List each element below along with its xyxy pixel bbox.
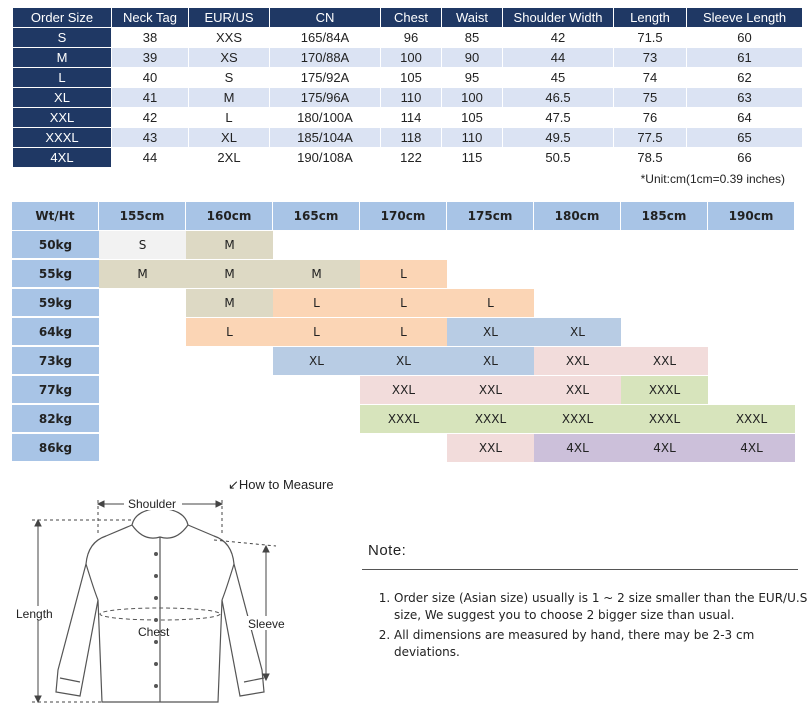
grid-size-cell bbox=[621, 318, 708, 346]
grid-size-cell: XXL bbox=[447, 434, 534, 462]
grid-weight-label: 77kg bbox=[12, 376, 99, 404]
note-item: 2. All dimensions are measured by hand, there may be 2-3 cm deviations. bbox=[394, 627, 809, 660]
size-cell: 105 bbox=[381, 68, 442, 88]
grid-weight-row bbox=[12, 289, 795, 318]
grid-size-cell: XXXL bbox=[621, 405, 708, 433]
grid-size-cell bbox=[534, 231, 621, 259]
size-cell: 115 bbox=[442, 148, 503, 168]
size-cell: 114 bbox=[381, 108, 442, 128]
size-cell: 110 bbox=[442, 128, 503, 148]
grid-height-header: 165cm bbox=[273, 202, 360, 230]
grid-weight-label: 73kg bbox=[12, 347, 99, 375]
header-cn: CN bbox=[270, 8, 381, 28]
size-cell: 42 bbox=[503, 28, 614, 48]
grid-weight-label: 86kg bbox=[12, 434, 99, 462]
grid-size-cell bbox=[99, 318, 186, 346]
size-row-label: XXL bbox=[13, 108, 112, 128]
header-length: Length bbox=[614, 8, 687, 28]
size-cell: S bbox=[189, 68, 270, 88]
size-cell: 78.5 bbox=[614, 148, 687, 168]
grid-size-cell: L bbox=[360, 318, 447, 346]
grid-size-cell bbox=[447, 260, 534, 288]
grid-size-cell: XL bbox=[447, 318, 534, 346]
grid-height-header: 175cm bbox=[447, 202, 534, 230]
unit-note: *Unit:cm(1cm=0.39 inches) bbox=[640, 172, 785, 186]
grid-size-cell: XL bbox=[273, 347, 360, 375]
size-cell: 165/84A bbox=[270, 28, 381, 48]
size-cell: 180/100A bbox=[270, 108, 381, 128]
grid-size-cell bbox=[447, 231, 534, 259]
grid-weight-label: 59kg bbox=[12, 289, 99, 317]
grid-size-cell: 4XL bbox=[534, 434, 621, 462]
grid-height-header: 160cm bbox=[186, 202, 273, 230]
grid-size-cell: XXL bbox=[360, 376, 447, 404]
grid-size-cell: L bbox=[273, 289, 360, 317]
shoulder-label: Shoulder bbox=[127, 497, 177, 511]
shirt-collar bbox=[132, 508, 188, 702]
grid-size-cell: L bbox=[186, 318, 273, 346]
grid-size-cell: M bbox=[186, 231, 273, 259]
grid-size-cell bbox=[273, 405, 360, 433]
grid-height-header: 190cm bbox=[708, 202, 795, 230]
grid-height-header: 180cm bbox=[534, 202, 621, 230]
size-row bbox=[13, 48, 803, 68]
size-cell: 122 bbox=[381, 148, 442, 168]
size-row bbox=[13, 148, 803, 168]
size-row bbox=[13, 108, 803, 128]
size-row bbox=[13, 28, 803, 48]
grid-weight-row bbox=[12, 318, 795, 347]
grid-size-cell bbox=[186, 376, 273, 404]
grid-weight-row bbox=[12, 260, 795, 289]
grid-height-header: 185cm bbox=[621, 202, 708, 230]
size-row bbox=[13, 68, 803, 88]
size-cell: 45 bbox=[503, 68, 614, 88]
grid-weight-row bbox=[12, 231, 795, 260]
size-row-label: XXXL bbox=[13, 128, 112, 148]
grid-size-cell bbox=[186, 434, 273, 462]
how-to-measure-title: ↙How to Measure bbox=[228, 477, 334, 492]
grid-size-cell bbox=[186, 347, 273, 375]
size-row-label: L bbox=[13, 68, 112, 88]
size-cell: 96 bbox=[381, 28, 442, 48]
grid-size-cell bbox=[99, 289, 186, 317]
grid-size-cell bbox=[273, 231, 360, 259]
grid-weight-row bbox=[12, 376, 795, 405]
size-cell: M bbox=[189, 88, 270, 108]
grid-weight-label: 82kg bbox=[12, 405, 99, 433]
size-cell: 40 bbox=[112, 68, 189, 88]
grid-size-cell: XXXL bbox=[447, 405, 534, 433]
note-title: Note: bbox=[368, 542, 407, 559]
grid-size-cell: XXXL bbox=[534, 405, 621, 433]
size-row-label: XL bbox=[13, 88, 112, 108]
size-cell: 43 bbox=[112, 128, 189, 148]
size-row-label: 4XL bbox=[13, 148, 112, 168]
size-row-label: S bbox=[13, 28, 112, 48]
weight-height-size-grid bbox=[12, 202, 795, 463]
grid-size-cell: M bbox=[273, 260, 360, 288]
size-cell: 64 bbox=[687, 108, 803, 128]
note-item: 1. Order size (Asian size) usually is 1 ~ 2 size smaller than the EUR/U.S size, We suggest you to choose 2 bigger size than usual. bbox=[394, 590, 809, 623]
size-cell: 2XL bbox=[189, 148, 270, 168]
grid-size-cell bbox=[534, 260, 621, 288]
grid-size-cell bbox=[99, 347, 186, 375]
size-cell: 175/96A bbox=[270, 88, 381, 108]
size-chart-table bbox=[12, 7, 803, 168]
size-cell: XXS bbox=[189, 28, 270, 48]
size-cell: 42 bbox=[112, 108, 189, 128]
size-cell: 61 bbox=[687, 48, 803, 68]
grid-size-cell: XXL bbox=[447, 376, 534, 404]
size-cell: 49.5 bbox=[503, 128, 614, 148]
grid-size-cell bbox=[621, 231, 708, 259]
size-chart-header-row bbox=[13, 8, 803, 28]
grid-size-cell bbox=[708, 318, 795, 346]
length-label: Length bbox=[16, 607, 53, 621]
size-cell: 60 bbox=[687, 28, 803, 48]
grid-size-cell bbox=[273, 434, 360, 462]
grid-size-cell: XL bbox=[360, 347, 447, 375]
grid-size-cell bbox=[708, 289, 795, 317]
size-cell: 39 bbox=[112, 48, 189, 68]
grid-size-cell: 4XL bbox=[708, 434, 795, 462]
grid-size-cell: L bbox=[360, 289, 447, 317]
grid-weight-row bbox=[12, 434, 795, 463]
grid-size-cell bbox=[99, 434, 186, 462]
grid-size-cell bbox=[621, 260, 708, 288]
grid-size-cell: XXXL bbox=[708, 405, 795, 433]
header-order-size: Order Size bbox=[13, 8, 112, 28]
size-cell: 95 bbox=[442, 68, 503, 88]
size-cell: 66 bbox=[687, 148, 803, 168]
grid-weight-row bbox=[12, 405, 795, 434]
grid-size-cell: XXL bbox=[534, 347, 621, 375]
grid-size-cell bbox=[99, 376, 186, 404]
header-eur-us: EUR/US bbox=[189, 8, 270, 28]
chest-label: Chest bbox=[138, 625, 170, 639]
size-cell: 41 bbox=[112, 88, 189, 108]
grid-weight-row bbox=[12, 347, 795, 376]
grid-size-cell bbox=[708, 231, 795, 259]
grid-size-cell bbox=[708, 376, 795, 404]
grid-size-cell: L bbox=[273, 318, 360, 346]
size-cell: 85 bbox=[442, 28, 503, 48]
size-row-label: M bbox=[13, 48, 112, 68]
grid-weight-label: 64kg bbox=[12, 318, 99, 346]
grid-size-cell: XL bbox=[447, 347, 534, 375]
note-divider bbox=[362, 569, 798, 570]
grid-size-cell bbox=[621, 289, 708, 317]
header-chest: Chest bbox=[381, 8, 442, 28]
grid-size-cell: L bbox=[360, 260, 447, 288]
size-cell: 65 bbox=[687, 128, 803, 148]
grid-corner-label: Wt/Ht bbox=[12, 202, 99, 230]
grid-size-cell: L bbox=[447, 289, 534, 317]
size-cell: 110 bbox=[381, 88, 442, 108]
grid-size-cell bbox=[360, 434, 447, 462]
size-cell: 100 bbox=[442, 88, 503, 108]
grid-height-header: 155cm bbox=[99, 202, 186, 230]
size-cell: 46.5 bbox=[503, 88, 614, 108]
size-row bbox=[13, 128, 803, 148]
size-cell: 118 bbox=[381, 128, 442, 148]
size-cell: 50.5 bbox=[503, 148, 614, 168]
size-cell: 44 bbox=[503, 48, 614, 68]
size-cell: XL bbox=[189, 128, 270, 148]
size-cell: 63 bbox=[687, 88, 803, 108]
size-cell: 62 bbox=[687, 68, 803, 88]
shirt-measure-diagram bbox=[14, 480, 344, 722]
grid-header-row bbox=[12, 202, 795, 231]
size-cell: 77.5 bbox=[614, 128, 687, 148]
size-cell: 73 bbox=[614, 48, 687, 68]
sleeve-label: Sleeve bbox=[248, 617, 285, 631]
header-waist: Waist bbox=[442, 8, 503, 28]
size-cell: 47.5 bbox=[503, 108, 614, 128]
grid-size-cell bbox=[360, 231, 447, 259]
grid-size-cell bbox=[534, 289, 621, 317]
size-cell: 74 bbox=[614, 68, 687, 88]
size-cell: 100 bbox=[381, 48, 442, 68]
header-sleeve-length: Sleeve Length bbox=[687, 8, 803, 28]
size-cell: 75 bbox=[614, 88, 687, 108]
size-cell: L bbox=[189, 108, 270, 128]
size-cell: 105 bbox=[442, 108, 503, 128]
grid-size-cell: XXL bbox=[534, 376, 621, 404]
header-shoulder-width: Shoulder Width bbox=[503, 8, 614, 28]
grid-weight-label: 50kg bbox=[12, 231, 99, 259]
grid-size-cell: M bbox=[186, 289, 273, 317]
size-cell: 71.5 bbox=[614, 28, 687, 48]
size-cell: 90 bbox=[442, 48, 503, 68]
size-cell: 170/88A bbox=[270, 48, 381, 68]
header-neck-tag: Neck Tag bbox=[112, 8, 189, 28]
grid-size-cell: XXXL bbox=[360, 405, 447, 433]
size-cell: XS bbox=[189, 48, 270, 68]
size-cell: 190/108A bbox=[270, 148, 381, 168]
grid-size-cell bbox=[708, 260, 795, 288]
size-cell: 38 bbox=[112, 28, 189, 48]
size-row bbox=[13, 88, 803, 108]
grid-size-cell: XXL bbox=[621, 347, 708, 375]
grid-weight-label: 55kg bbox=[12, 260, 99, 288]
size-cell: 185/104A bbox=[270, 128, 381, 148]
size-cell: 44 bbox=[112, 148, 189, 168]
grid-size-cell: 4XL bbox=[621, 434, 708, 462]
grid-size-cell bbox=[708, 347, 795, 375]
grid-size-cell: M bbox=[99, 260, 186, 288]
grid-size-cell bbox=[186, 405, 273, 433]
grid-size-cell bbox=[99, 405, 186, 433]
size-cell: 175/92A bbox=[270, 68, 381, 88]
size-cell: 76 bbox=[614, 108, 687, 128]
grid-size-cell: XXXL bbox=[621, 376, 708, 404]
grid-size-cell bbox=[273, 376, 360, 404]
grid-height-header: 170cm bbox=[360, 202, 447, 230]
note-list bbox=[378, 590, 809, 664]
grid-size-cell: S bbox=[99, 231, 186, 259]
grid-size-cell: XL bbox=[534, 318, 621, 346]
grid-size-cell: M bbox=[186, 260, 273, 288]
